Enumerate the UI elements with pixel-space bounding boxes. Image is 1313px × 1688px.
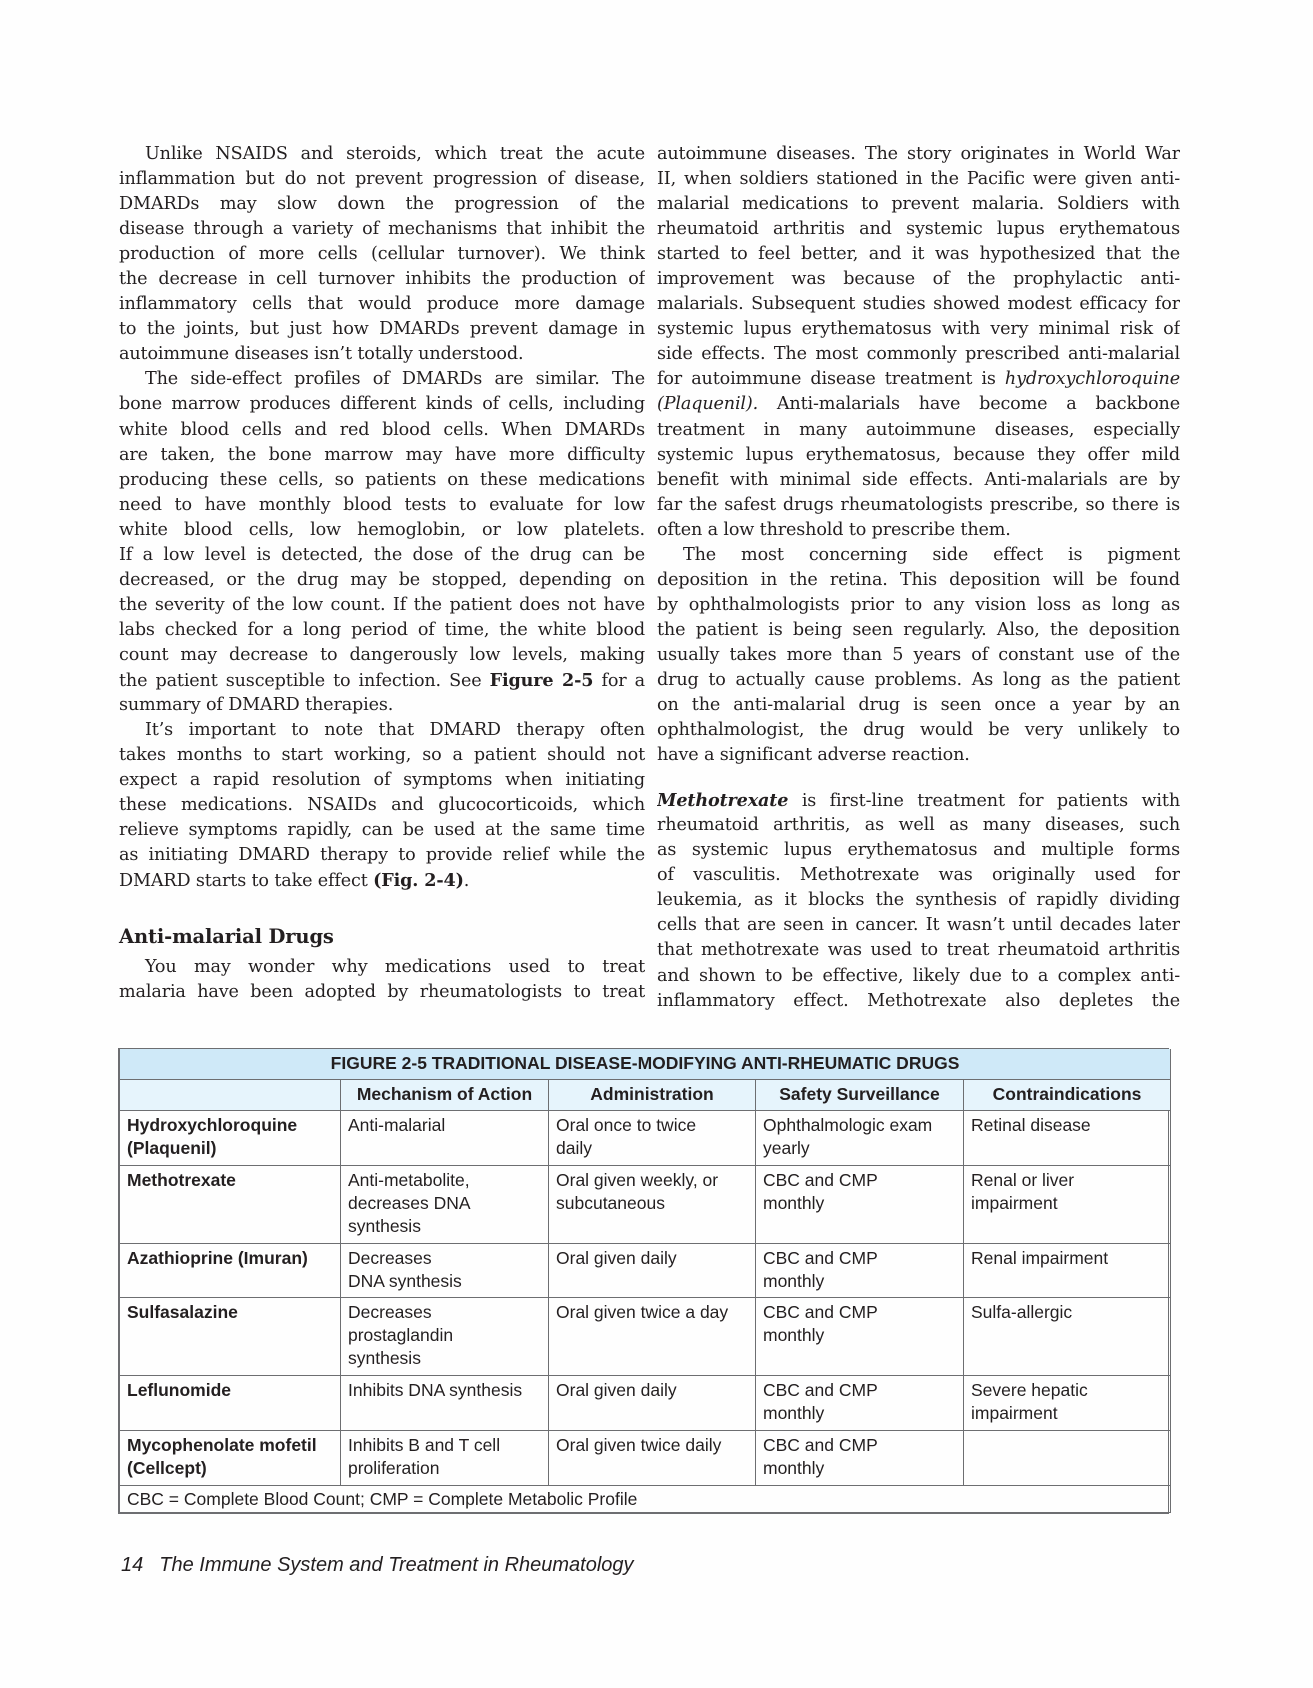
text-line: as systemic lupus erythematosus and multiple forms [657, 840, 1180, 861]
text-line: DMARD starts to take effect (Fig. 2-4). [119, 870, 470, 892]
table-row [120, 1431, 1171, 1486]
text-line: Unlike NSAIDS and steroids, which treat the acute [145, 144, 645, 164]
text-line: inflammatory cells that would produce more damage [119, 294, 645, 315]
text-line: of vasculitis. Methotrexate was originally used for [657, 865, 1180, 886]
text-line: The side-effect profiles of DMARDs are similar. The [145, 369, 645, 390]
text-line: autoimmune diseases. The story originates in World War [657, 144, 1180, 164]
text-line: improvement was because of the prophylactic anti- [657, 269, 1180, 290]
text-line: summary of DMARD therapies. [119, 695, 394, 716]
running-title: The Immune System and Treatment in Rheumatology [159, 1554, 634, 1576]
column-header-mechanism: Mechanism of Action [341, 1080, 549, 1111]
text-line: the severity of the low count. If the patient does not have [119, 594, 645, 615]
text-line: rheumatoid arthritis and systemic lupus erythematous [657, 219, 1180, 240]
text-line: as initiating DMARD therapy to provide relief while the [119, 845, 645, 866]
text-line: benefit with minimal side effects. Anti-malarials are by [657, 469, 1180, 490]
text-line: bone marrow produces different kinds of cells, including [119, 394, 645, 415]
contraindications-cell: Renal impairment [964, 1244, 1171, 1298]
column-header-surveillance: Safety Surveillance [756, 1080, 964, 1111]
text-line: disease through a variety of mechanisms that inhibit the [119, 219, 645, 240]
table-row [120, 1298, 1171, 1376]
right-column [657, 142, 1180, 1014]
text-line: to the joints, but just how DMARDs prevent damage in [119, 319, 645, 340]
drug-cell: Leflunomide [120, 1376, 341, 1431]
text-line: If a low level is detected, the dose of the drug can be [119, 544, 645, 565]
surveillance-cell: CBC and CMP monthly [756, 1376, 964, 1431]
table-row [120, 1244, 1171, 1298]
text-line: inflammatory effect. Methotrexate also depletes the [657, 990, 1180, 1011]
drug-name: hydroxychloroquine [1004, 369, 1180, 390]
text-line: takes months to start working, so a patient should not [119, 745, 645, 766]
text-line: It’s important to note that DMARD therapy often [145, 720, 645, 741]
administration-cell: Oral given twice a day [549, 1298, 756, 1376]
text-line: far the safest drugs rheumatologists prescribe, so there is [657, 494, 1180, 515]
surveillance-cell: Ophthalmologic exam yearly [756, 1111, 964, 1166]
text-line: by ophthalmologists prior to any vision loss as long as [657, 594, 1180, 615]
text-line: drug to actually cause problems. As long as the patient [657, 669, 1180, 690]
drug-cell: Hydroxychloroquine (Plaquenil) [120, 1111, 341, 1166]
figure-reference-link[interactable]: (Fig. 2-4) [373, 870, 464, 892]
drug-cell: Sulfasalazine [120, 1298, 341, 1376]
paragraph-methotrexate [657, 788, 1180, 1013]
drug-cell: Mycophenolate mofetil (Cellcept) [120, 1431, 341, 1486]
text-line: ophthalmologist, the drug would be very unlikely to [657, 720, 1180, 741]
text-line: malarials. Subsequent studies showed modest efficacy for [657, 294, 1180, 315]
text-line: systemic lupus erythematosus, because they offer mild [657, 444, 1180, 465]
administration-cell: Oral given daily [549, 1244, 756, 1298]
column-header-contraindications: Contraindications [964, 1080, 1171, 1111]
column-header-administration: Administration [549, 1080, 756, 1111]
contraindications-cell: Renal or liver impairment [964, 1166, 1171, 1244]
figure-reference-link[interactable]: Figure 2-5 [489, 669, 594, 691]
administration-cell: Oral given weekly, or subcutaneous [549, 1166, 756, 1244]
text-line: cells that are seen in cancer. It wasn’t until decades later [657, 915, 1180, 936]
paragraph-side-effects [119, 367, 645, 718]
text-line: white blood cells and red blood cells. When DMARDs [119, 419, 645, 440]
spacer [657, 768, 1180, 788]
paragraph-anti-malarial-intro [119, 955, 645, 1005]
contraindications-cell: Severe hepatic impairment [964, 1376, 1171, 1431]
paragraph-retina-side-effect [657, 543, 1180, 768]
text-line: (Plaquenil). Anti-malarials have become a backbone [657, 394, 1180, 415]
table-footnote: CBC = Complete Blood Count; CMP = Complete Metabolic Profile [120, 1486, 1171, 1513]
text-line: Methotrexate is first-line treatment for patients with [657, 790, 1180, 812]
table-row [120, 1166, 1171, 1244]
text-line: started to feel better, and it was hypothesized that the [657, 244, 1180, 265]
text-line: for autoimmune disease treatment is hydroxychloroquine [657, 369, 1180, 390]
mechanism-cell: Anti-malarial [341, 1111, 549, 1166]
text-line: expect a rapid resolution of symptoms when initiating [119, 770, 645, 791]
text-line: autoimmune diseases isn’t totally understood. [119, 344, 524, 365]
mechanism-cell: Decreases prostaglandin synthesis [341, 1298, 549, 1376]
text-line: the patient susceptible to infection. See Figure 2-5 for a [119, 669, 645, 691]
text-line: are taken, the bone marrow may have more difficulty [119, 444, 645, 465]
subheading-methotrexate: Methotrexate [657, 790, 789, 812]
text-line: these medications. NSAIDs and glucocorticoids, which [119, 795, 645, 816]
surveillance-cell: CBC and CMP monthly [756, 1298, 964, 1376]
text-line: the decrease in cell turnover inhibits the production of [119, 269, 645, 290]
text-line: You may wonder why medications used to treat [145, 957, 645, 978]
table-row [120, 1111, 1171, 1166]
table-row [120, 1376, 1171, 1431]
left-column [119, 142, 645, 1006]
mechanism-cell: Inhibits DNA synthesis [341, 1376, 549, 1431]
administration-cell: Oral given daily [549, 1376, 756, 1431]
text-line: often a low threshold to prescribe them. [657, 519, 1011, 540]
text-line: malaria have been adopted by rheumatologists to treat [119, 982, 645, 1003]
text-line: need to have monthly blood tests to evaluate for low [119, 494, 645, 515]
contraindications-cell [964, 1431, 1171, 1486]
drug-brand-name: (Plaquenil). [657, 394, 759, 415]
paragraph-dmards-progression [119, 142, 645, 367]
text-line: labs checked for a long period of time, the white blood [119, 619, 645, 640]
spacer [119, 893, 645, 913]
drug-cell: Azathioprine (Imuran) [120, 1244, 341, 1298]
surveillance-cell: CBC and CMP monthly [756, 1244, 964, 1298]
table-header-row [120, 1080, 1171, 1111]
text-line: white blood cells, low hemoglobin, or low platelets. [119, 519, 645, 540]
contraindications-cell: Sulfa-allergic [964, 1298, 1171, 1376]
text-line: usually takes more than 5 years of constant use of the [657, 644, 1180, 665]
text-line: rheumatoid arthritis, as well as many diseases, such [657, 815, 1180, 836]
page-footer [121, 1554, 634, 1577]
text-line: DMARDs may slow down the progression of the [119, 194, 645, 215]
surveillance-cell: CBC and CMP monthly [756, 1166, 964, 1244]
section-heading: Anti-malarial Drugs [119, 925, 334, 949]
text-line: production of more cells (cellular turnover). We think [119, 244, 645, 265]
text-line: the patient is being seen regularly. Also, the deposition [657, 619, 1180, 640]
text-line: The most concerning side effect is pigment [683, 544, 1180, 565]
text-line: treatment in many autoimmune diseases, especially [657, 419, 1180, 440]
text-line: decreased, or the drug may be stopped, depending on [119, 569, 645, 590]
page-number: 14 [121, 1554, 144, 1576]
paragraph-anti-malarial-history [657, 142, 1180, 543]
text-line: inflammation but do not prevent progression of disease, [119, 169, 645, 190]
text-line: deposition in the retina. This deposition will be found [657, 569, 1180, 590]
paragraph-onset-of-therapy [119, 718, 645, 893]
text-line: leukemia, as it blocks the synthesis of rapidly dividing [657, 890, 1180, 911]
drug-cell: Methotrexate [120, 1166, 341, 1244]
text-line: producing these cells, so patients on these medications [119, 469, 645, 490]
mechanism-cell: Inhibits B and T cell proliferation [341, 1431, 549, 1486]
figure-2-5-table [118, 1048, 1169, 1514]
text-line: II, when soldiers stationed in the Pacific were given anti- [657, 169, 1180, 190]
table-title: FIGURE 2-5 TRADITIONAL DISEASE-MODIFYING ANTI-RHEUMATIC DRUGS [120, 1049, 1171, 1080]
mechanism-cell: Anti-metabolite, decreases DNA synthesis [341, 1166, 549, 1244]
mechanism-cell: Decreases DNA synthesis [341, 1244, 549, 1298]
administration-cell: Oral once to twice daily [549, 1111, 756, 1166]
text-line: malarial medications to prevent malaria. Soldiers with [657, 194, 1180, 215]
administration-cell: Oral given twice daily [549, 1431, 756, 1486]
text-line: side effects. The most commonly prescribed anti-malarial [657, 344, 1180, 365]
contraindications-cell: Retinal disease [964, 1111, 1171, 1166]
text-line: have a significant adverse reaction. [657, 745, 970, 766]
surveillance-cell: CBC and CMP monthly [756, 1431, 964, 1486]
column-header-drug [120, 1080, 341, 1111]
text-line: and shown to be effective, likely due to a complex anti- [657, 965, 1180, 986]
text-line: systemic lupus erythematosus with very minimal risk of [657, 319, 1180, 340]
text-line: count may decrease to dangerously low levels, making [119, 644, 645, 665]
text-line: relieve symptoms rapidly, can be used at the same time [119, 820, 645, 841]
text-line: that methotrexate was used to treat rheumatoid arthritis [657, 940, 1180, 961]
text-line: on the anti-malarial drug is seen once a year by an [657, 695, 1180, 716]
